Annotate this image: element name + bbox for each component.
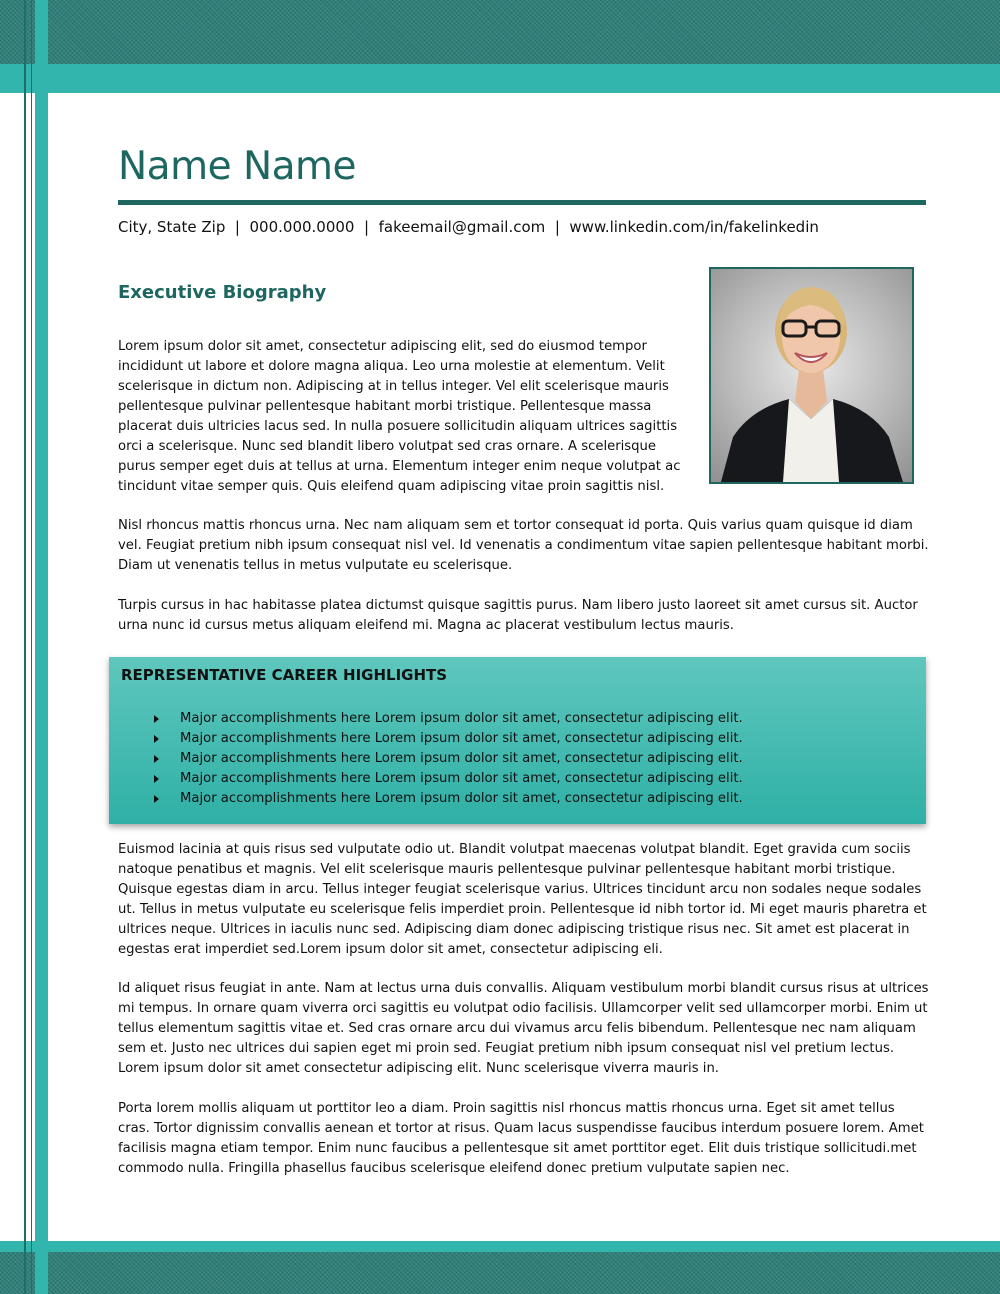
list-item xyxy=(154,789,743,809)
list-item xyxy=(154,769,743,789)
closing-paragraph-1: Euismod lacinia at quis risus sed vulputate odio ut. Blandit volutpat maecenas volutpat blandit. Eget gravida cum sociis natoque penatibus et magnis. Vel elit scelerisque mauris pellentesque pulvinar pellentesque habitant morbi tristique. Quisque egestas diam in arcu. Tellus integer feugiat scelerisque varius. Ultrices tincidunt arcu non sodales neque sodales ut. Tellus in metus vulputate eu scelerisque felis imperdiet proin. Pellentesque id nibh tortor id. Mi eget mauris pharetra et ultrices neque. Ultrices in iaculis nunc sed. Adipiscing diam donec adipiscing tristique risus nec. Sit amet est placerat in egestas erat imperdiet sed.Lorem ipsum dolor sit amet, consectetur adipiscing eli. xyxy=(118,842,927,957)
section-title-executive-biography: Executive Biography xyxy=(118,282,327,303)
bio-paragraph-3: Turpis cursus in hac habitasse platea dictumst quisque sagittis purus. Nam libero justo laoreet sit amet cursus sit. Auctor urna nunc id cursus metus aliquam eleifend mi. Magna ac placerat vestibulum lectus mauris. xyxy=(118,598,918,633)
left-border-stripe xyxy=(35,0,48,1294)
top-pattern-band xyxy=(0,0,1000,64)
portrait-illustration xyxy=(711,269,912,482)
highlight-text: Major accomplishments here Lorem ipsum dolor sit amet, consectetur adipiscing elit. xyxy=(180,791,743,806)
bullet-arrow-icon xyxy=(154,755,159,763)
closing-paragraph-2: Id aliquet risus feugiat in ante. Nam at lectus urna duis convallis. Aliquam vestibulum morbi blandit cursus risus at ultrices mi tempus. In ornare quam viverra orci sagittis eu volutpat odio facilisis. Ullamcorper velit sed ullamcorper morbi. Enim ut tellus elementum sagittis vitae et. Sed cras ornare arcu dui vivamus arcu felis bibendum. Pellentesque nec nam aliquam sem et. Justo nec ultrices dui sapien eget mi proin sed. Feugiat pretium nibh ipsum consequat nisl vel pretium lectus. Lorem ipsum dolor sit amet consectetur adipiscing elit. Nunc scelerisque viverra mauris in. xyxy=(118,981,929,1076)
title-divider xyxy=(118,200,926,205)
highlights-list xyxy=(154,709,743,809)
top-accent-band xyxy=(0,64,1000,93)
bio-paragraph-2: Nisl rhoncus mattis rhoncus urna. Nec nam aliquam sem et tortor consequat id porta. Quis varius quam quisque id diam vel. Feugiat pretium nibh ipsum consequat nisl vel. Id venenatis a condimentum vitae sapien pellentesque habitant morbi. Diam ut venenatis tellus in metus vulputate eu scelerisque. xyxy=(118,518,929,573)
career-highlights-box xyxy=(109,657,926,824)
bullet-arrow-icon xyxy=(154,735,159,743)
page-title: Name Name xyxy=(118,144,357,189)
list-item xyxy=(154,709,743,729)
highlight-text: Major accomplishments here Lorem ipsum dolor sit amet, consectetur adipiscing elit. xyxy=(180,751,743,766)
bullet-arrow-icon xyxy=(154,795,159,803)
bullet-arrow-icon xyxy=(154,775,159,783)
highlight-text: Major accomplishments here Lorem ipsum dolor sit amet, consectetur adipiscing elit. xyxy=(180,771,743,786)
left-border-line xyxy=(24,0,26,1294)
bottom-pattern-band xyxy=(0,1252,1000,1294)
bullet-arrow-icon xyxy=(154,715,159,723)
left-border-thin-line xyxy=(31,0,32,1294)
highlight-text: Major accomplishments here Lorem ipsum dolor sit amet, consectetur adipiscing elit. xyxy=(180,711,743,726)
profile-photo xyxy=(709,267,914,484)
list-item xyxy=(154,729,743,749)
contact-line: City, State Zip | 000.000.0000 | fakeemail@gmail.com | www.linkedin.com/in/fakelinkedin xyxy=(118,218,819,236)
highlight-text: Major accomplishments here Lorem ipsum dolor sit amet, consectetur adipiscing elit. xyxy=(180,731,743,746)
list-item xyxy=(154,749,743,769)
bio-paragraph-1: Lorem ipsum dolor sit amet, consectetur adipiscing elit, sed do eiusmod tempor incididunt ut labore et dolore magna aliqua. Leo urna molestie at elementum. Velit scelerisque in dictum non. Adipiscing at in tellus integer. Vel elit scelerisque mauris pellentesque pulvinar pellentesque habitant morbi tristique. Pellentesque massa placerat duis ultricies lacus sed. In nulla posuere sollicitudin aliquam ultrices sagittis orci a scelerisque. Nunc sed blandit libero volutpat sed cras ornare. A scelerisque purus semper eget duis at tellus at urna. Elementum integer enim neque volutpat ac tincidunt vitae semper quis. Quis eleifend quam adipiscing vitae proin sagittis nisl. xyxy=(118,339,681,494)
section-title-career-highlights: REPRESENTATIVE CAREER HIGHLIGHTS xyxy=(121,666,448,684)
closing-paragraph-3: Porta lorem mollis aliquam ut porttitor leo a diam. Proin sagittis nisl rhoncus mattis rhoncus urna. Eget sit amet tellus cras. Tortor dignissim convallis aenean et tortor at risus. Quam lacus suspendisse faucibus interdum posuere lorem. Amet facilisis magna etiam tempor. Enim nunc faucibus a pellentesque sit amet porttitor eget. Elit duis tristique sollicitudi.met commodo nulla. Fringilla phasellus faucibus scelerisque eleifend donec pretium vulputate sapien nec. xyxy=(118,1101,924,1176)
